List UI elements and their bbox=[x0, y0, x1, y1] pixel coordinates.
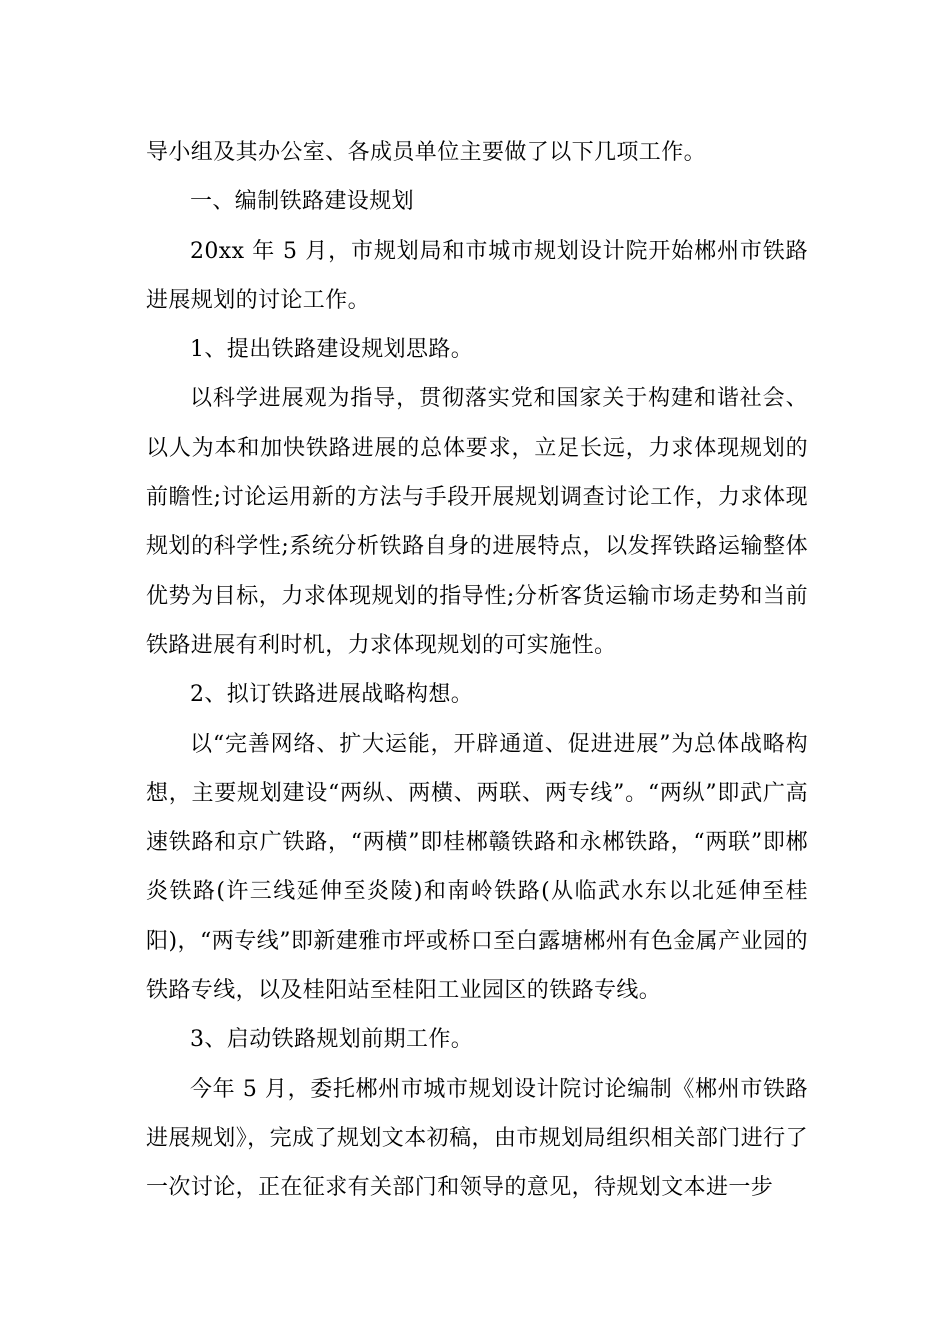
subheading-planning-approach: 1、提出铁路建设规划思路。 bbox=[190, 337, 474, 363]
paragraph-planning-approach: 以科学进展观为指导，贯彻落实党和国家关于构建和谐社会、以人为本和加快铁路进展的总体要求，立足长远，力求体现规划的前瞻性;讨论运用新的方法与手段开展规划调查讨论工作，力求体现规划的科学性;系统分析铁路自身的进展特点，以发挥铁路运输整体优势为目标，力求体现规划的指导性;分析客货运输市场走势和当前铁路进展有利时机，力求体现规划的可实施性。 bbox=[146, 386, 808, 658]
paragraph-strategy-concept: 以“完善网络、扩大运能，开辟通道、促进进展”为总体战略构想，主要规划建设“两纵、两横、两联、两专线”。“两纵”即武广高速铁路和京广铁路，“两横”即桂郴赣铁路和永郴铁路，“两联”即郴炎铁路(许三线延伸至炎陵)和南岭铁路(从临武水东以北延伸至桂阳)，“两专线”即新建雅市坪或桥口至白露塘郴州有色金属产业园的铁路专线，以及桂阳站至桂阳工业园区的铁路专线。 bbox=[146, 731, 808, 1004]
subheading-preliminary-work: 3、启动铁路规划前期工作。 bbox=[190, 1027, 474, 1053]
paragraph-preliminary-work: 今年 5 月，委托郴州市城市规划设计院讨论编制《郴州市铁路进展规划》，完成了规划文本初稿，由市规划局组织相关部门进行了一次讨论，正在征求有关部门和领导的意见，待规划文本进一步 bbox=[146, 1076, 808, 1201]
paragraph-planning-start: 20xx 年 5 月，市规划局和市城市规划设计院开始郴州市铁路进展规划的讨论工作。 bbox=[146, 238, 808, 313]
section-heading-railway-planning: 一、编制铁路建设规划 bbox=[190, 189, 415, 215]
document-body bbox=[146, 128, 808, 1213]
paragraph-intro-continuation: 导小组及其办公室、各成员单位主要做了以下几项工作。 bbox=[146, 140, 707, 165]
subheading-strategy-concept: 2、拟订铁路进展战略构想。 bbox=[190, 682, 474, 708]
